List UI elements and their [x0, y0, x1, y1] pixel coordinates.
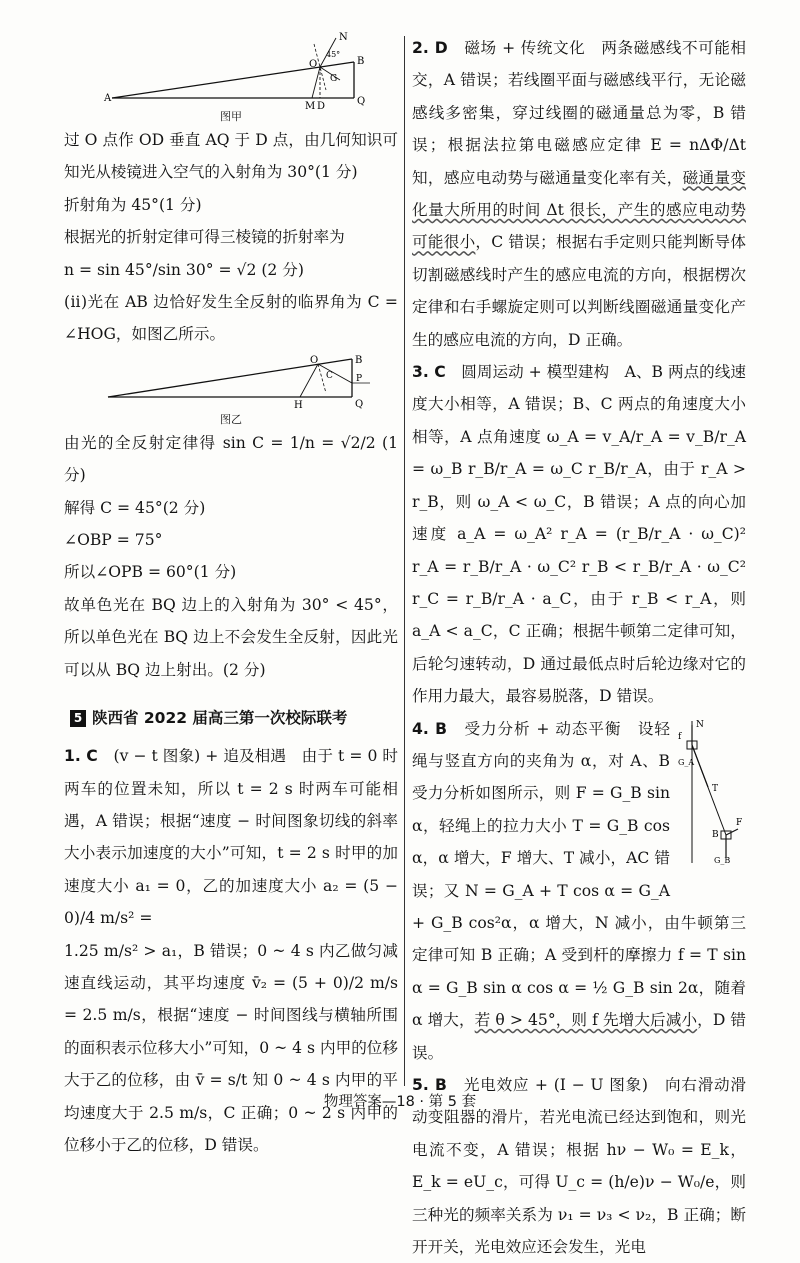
solution-text: 过 O 点作 OD 垂直 AQ 于 D 点，由几何知识可知光从棱镜进入空气的入射角为 30°(1 分) [64, 131, 398, 182]
fig2-label: P [356, 373, 363, 384]
fig1-label: M [305, 101, 316, 110]
question-number: 5. B [412, 1076, 447, 1094]
question-number: 3. C [412, 363, 446, 382]
fig2-label: B [355, 354, 363, 366]
answer-text: 1.25 m/s² > a₁，B 错误；0 ~ 4 s 内乙做匀减速直线运动，其平均速度 v̄₂ = (5 + 0)/2 m/s = 2.5 m/s，根据“速度 − 时间图线与横轴所围的面积表示位移大小”可知，0 ~ 4 s 内甲的位移大于乙的位移，由 v̄ = s/t 知 0 ~ 4 s 内甲的平均速度大于 2.5 m/s，C 正确；0 ~ 2 s 内甲的位移小于乙的位移，D 错误。 [64, 941, 398, 1154]
fig1-label: O [309, 59, 318, 70]
force-label: N [696, 719, 704, 730]
solution-text: 所以∠OPB = 60°(1 分) [64, 563, 237, 582]
answer-text: ，D 错误。 [412, 1011, 746, 1062]
right-column [412, 32, 746, 1263]
question-number: 2. D [412, 39, 448, 57]
figure-jia [64, 32, 398, 124]
force-diagram-drawing [676, 717, 746, 867]
answer-text: ，C 错误；根据右手定则只能判断导体切割磁感线时产生的感应电流的方向，根据楞次定律和右手螺旋定则可以判断线圈磁通量变化产生的感应电流的方向，D 正确。 [412, 233, 746, 349]
figure-jia-drawing [64, 32, 398, 110]
answer-q3 [412, 356, 746, 712]
figure-jia-caption: 图甲 [220, 110, 242, 123]
fig2-label: H [294, 399, 303, 411]
solution-text: 折射角为 45°(1 分) [64, 195, 202, 214]
fig2-label: Q [355, 398, 364, 410]
force-label: G_B [714, 855, 731, 865]
answer-text: 光电效应 + (I − U 图象) 向右滑动滑动变阻器的滑片，若光电流已经达到饱和，则光电流不变，A 错误；根据 hν − W₀ = E_k，E_k = eU_c，可得 U_c = (h/e)ν − W₀/e，则三种光的频率关系为 ν₁ = ν₃ < ν₂，B 正确；断开开关，光电效应还会发生，光电 [412, 1076, 746, 1257]
answer-q1 [64, 740, 398, 934]
left-column [64, 32, 398, 1161]
question-number: 1. C [64, 747, 98, 766]
answer-text: 圆周运动 + 模型建构 A、B 两点的线速度大小相等，A 错误；B、C 两点的角速度大小相等，A 点角速度 ω_A = v_A/r_A = v_B/r_A = ω_B r_B/r_A = ω_C r_B/r_A，由于 r_A > r_B，则 ω_A < ω_C，B 错误；A 点的向心加速度 a_A = ω_A² r_A = (r_B/r_A · ω_C)² r_A = r_B/r_A · ω_C² r_B < r_B/r_A · ω_C² r_C = r_B/r_A · a_C，由于 r_B < r_A，则 a_A < a_C，C 正确；根据牛顿第二定律可知，后轮匀速转动，D 通过最低点时后轮边缘对它的作用力最大，最容易脱落，D 错误。 [412, 363, 746, 706]
answer-q4 [412, 713, 746, 1069]
force-diagram [676, 717, 746, 878]
solution-text: 根据光的折射定律可得三棱镜的折射率为 [64, 228, 345, 247]
fig1-label: 45° [326, 50, 341, 59]
fig1-label: G [330, 74, 338, 84]
column-divider [404, 36, 405, 1086]
answer-text: 受力分析 + 动态平衡 设轻绳与竖直方向的夹角为 α，对 A、B 受力分析如图所示，则 F = G_B sin α，轻绳上的拉力大小 T = G_B cos α，α 增大，F 增大、T 减小，AC 错误；又 N = G_A + T cos α = G_A + G_B cos²α，α 增大，N 减小，由牛顿第三定律可知 B 正确；A 受到杆的摩擦力 f = T sin α = G_B sin α cos α = ½ G_B sin 2α，随着 α 增大， [412, 719, 746, 1030]
figure-yi-drawing [64, 351, 398, 413]
fig2-label: C [326, 370, 333, 381]
solution-text: 由光的全反射定律得 sin C = 1/n = √2/2 (1 分) [64, 433, 398, 485]
force-label: f [678, 731, 682, 742]
section-title: 陕西省 2022 届高三第一次校际联考 [92, 709, 348, 728]
force-label: B [712, 829, 719, 840]
question-number: 4. B [412, 719, 448, 738]
solution-text: ∠OBP = 75° [64, 531, 163, 550]
formula-line: n = sin 45°/sin 30° = √2 (2 分) [64, 260, 304, 279]
solution-text: 解得 C = 45°(2 分) [64, 498, 206, 517]
fig1-label: D [317, 101, 326, 110]
answer-text: 磁场 + 传统文化 两条磁感线不可能相交，A 错误；若线圈平面与磁感线平行，无论磁感线多密集，穿过线圈的磁通量总为零，B 错误；根据法拉第电磁感应定律 E = nΔΦ/Δt 知，感应电动势与磁通量变化率有关， [412, 39, 746, 187]
fig1-label: Q [357, 96, 366, 107]
fig2-label: O [310, 354, 319, 366]
figure-yi [64, 351, 398, 427]
solution-text: 故单色光在 BQ 边上的入射角为 30° < 45°，所以单色光在 BQ 边上不会发生全反射，因此光可以从 BQ 边上射出。(2 分) [64, 595, 398, 679]
fig1-label: B [357, 56, 365, 67]
fig1-label: N [339, 32, 348, 43]
fig1-label: A [104, 93, 112, 104]
section-heading [70, 706, 398, 730]
wavy-underlined-text: 磁通量变化量大所用的时间 Δt 很长，产生的感应电动势可能很小 [412, 168, 746, 252]
figure-yi-caption: 图乙 [220, 412, 242, 426]
section-number-badge: 5 [70, 710, 86, 727]
force-label: G_A [678, 757, 695, 767]
page-footer: 物理答案—18 · 第 5 套 [323, 1094, 477, 1110]
force-label: F [736, 817, 743, 828]
force-label: T [712, 783, 719, 794]
answer-text: (v − t 图象) + 追及相遇 由于 t = 0 时两车的位置未知，所以 t = 2 s 时两车可能相遇，A 错误；根据“速度 − 时间图象切线的斜率大小表示加速度的大小”可知，t = 2 s 时甲的加速度大小 a₁ = 0，乙的加速度大小 a₂ = (5 − 0)/4 m/s² = [64, 747, 398, 928]
solution-text: (ⅱ)光在 AB 边恰好发生全反射的临界角为 C = ∠HOG，如图乙所示。 [64, 293, 398, 344]
answer-q2 [412, 32, 746, 356]
wavy-underlined-text: 若 θ > 45°，则 f 先增大后减小 [474, 1011, 698, 1030]
